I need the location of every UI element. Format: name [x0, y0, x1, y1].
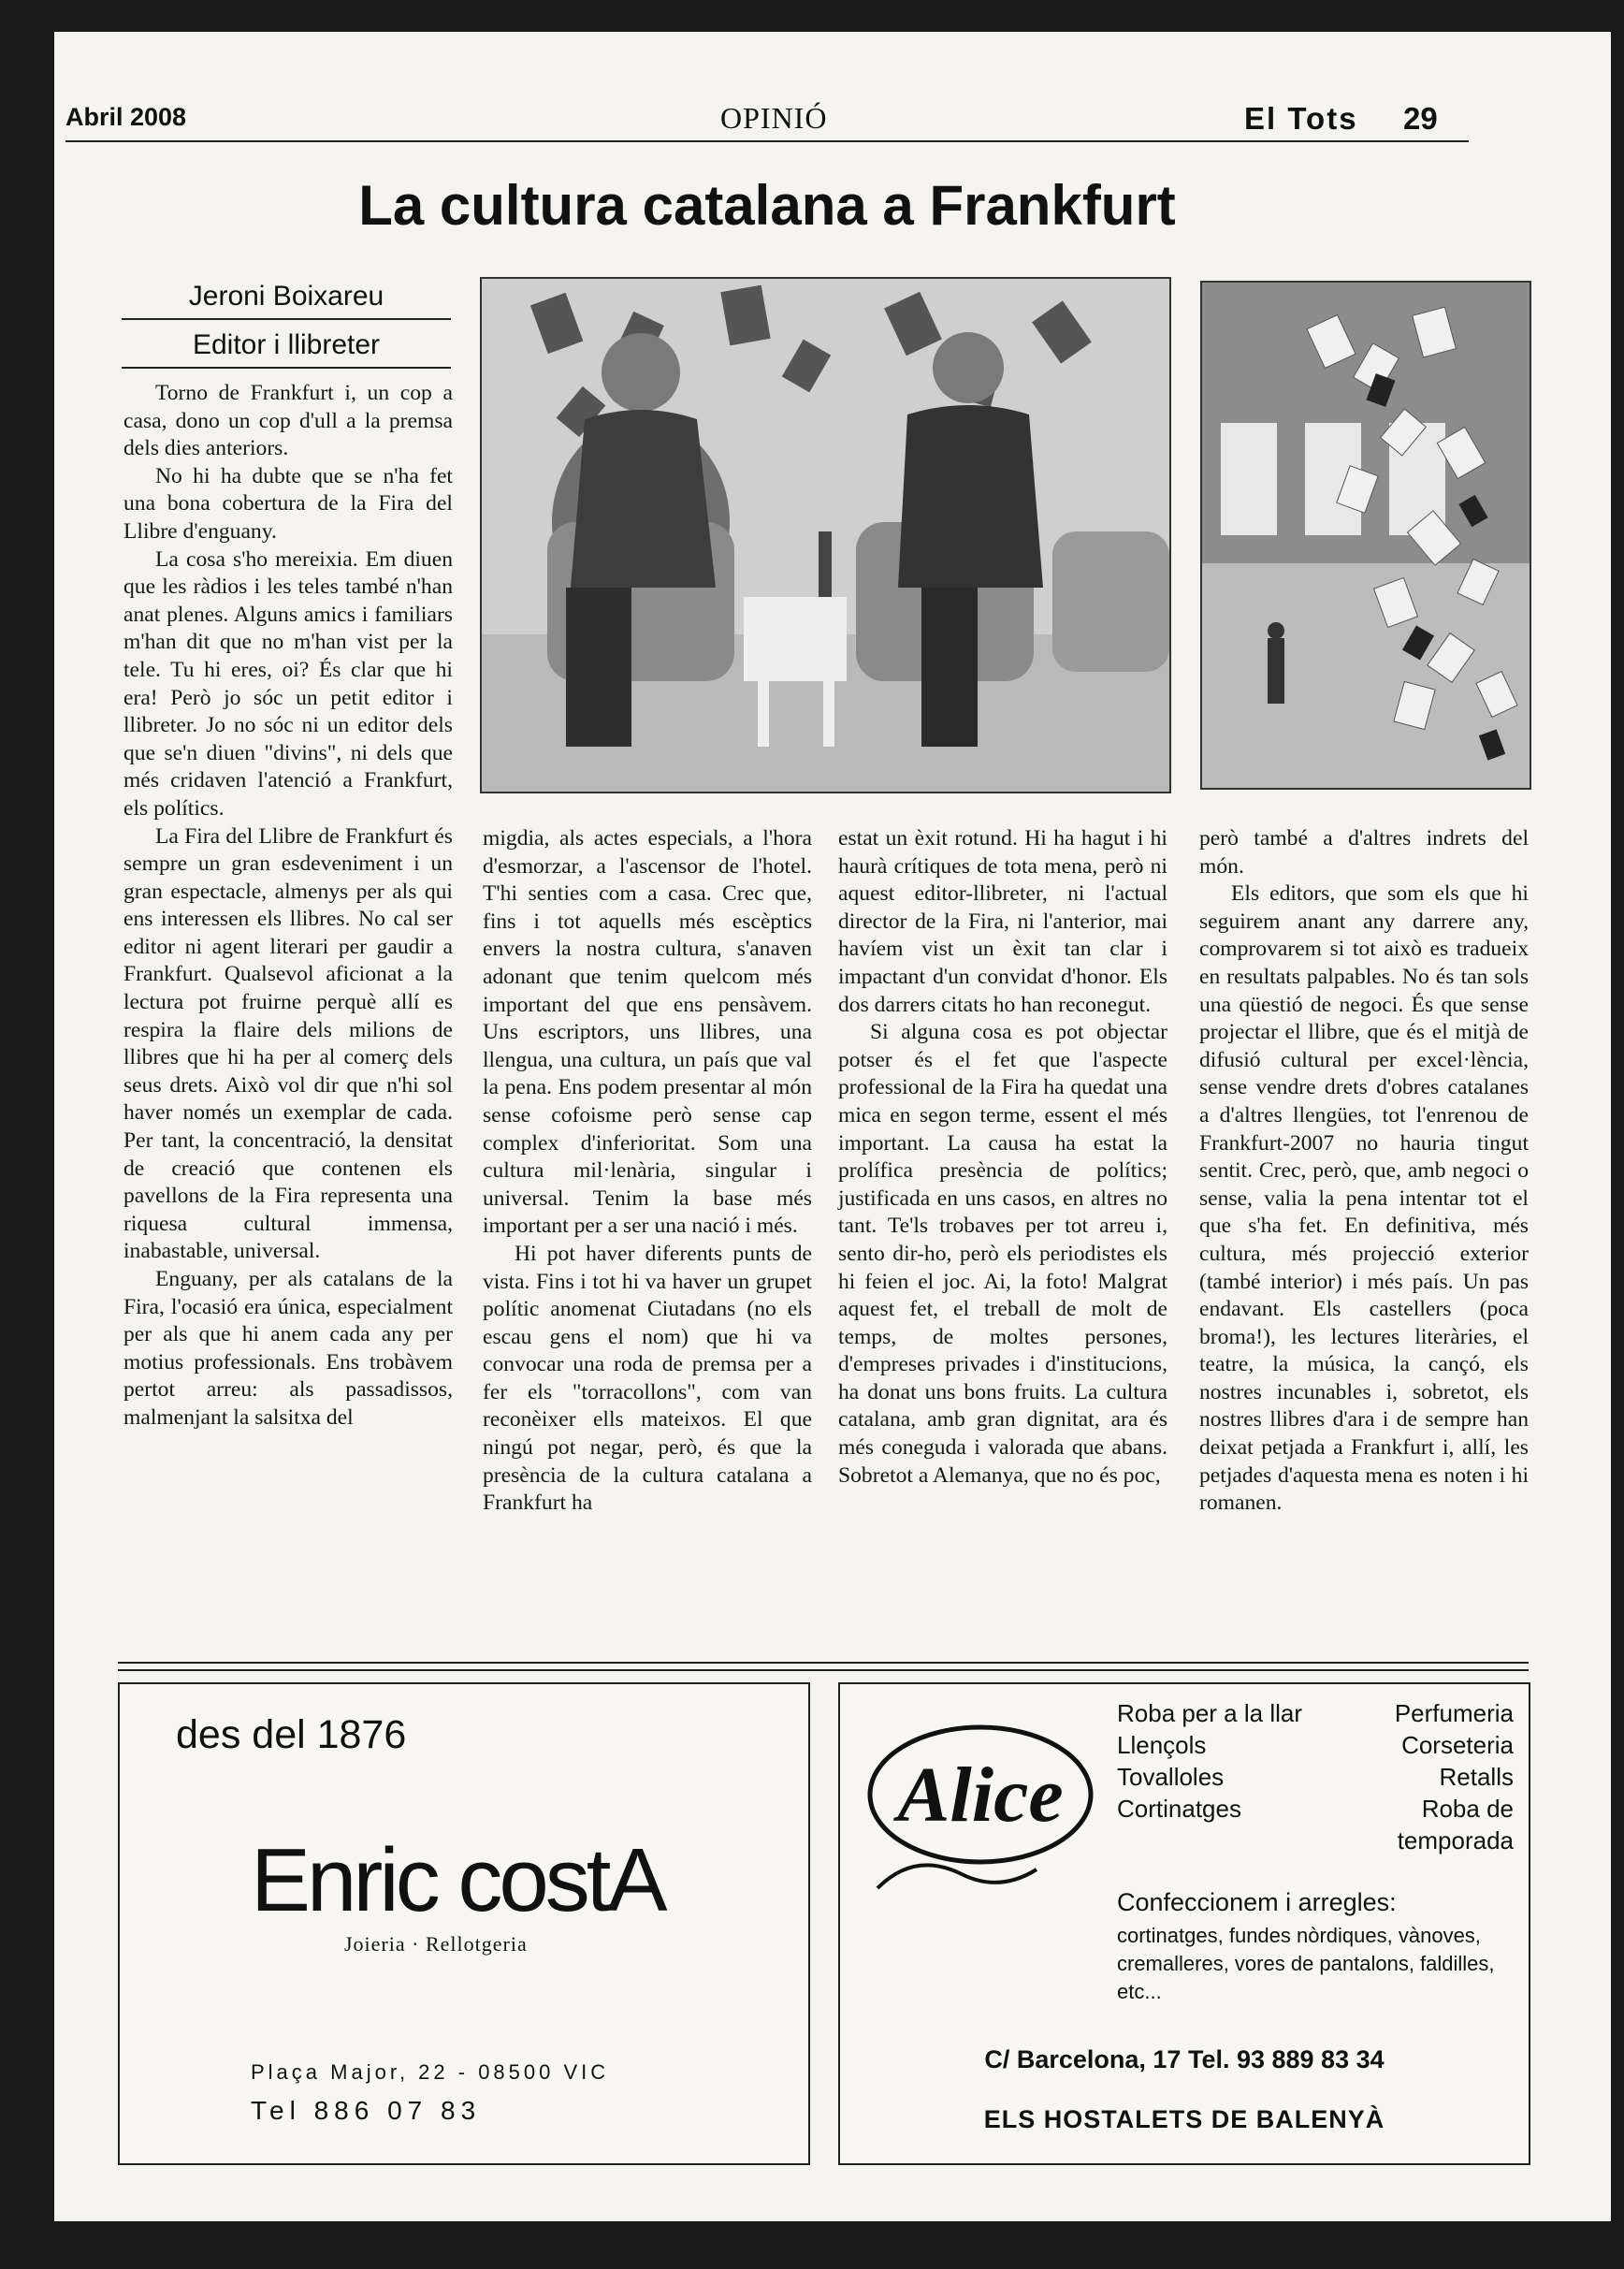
photo-hanging-books: [1200, 281, 1531, 790]
author-name: Jeroni Boixareu: [122, 281, 451, 320]
ad-address: C/ Barcelona, 17 Tel. 93 889 83 34: [984, 2045, 1385, 2073]
ad-product: Llençols: [1117, 1731, 1207, 1759]
article-column-1: [123, 380, 453, 1433]
paragraph: La Fira del Llibre de Frankfurt és sempre un gran esdeveniment i un gran espectacle, almenys per als qui ens interessen els llibres. No cal ser editor ni agent literari per gaudir a Frankfurt. Qualsevol aficionat a la lectura pot fruirne perquè allí es respira la flaire dels milions de llibres que hi ha per al comerç dels seus drets. Això vol dir que n'hi sol haver només un exemplar de cada. Per tant, la concentració, la densitat de creació que contenen els pavellons de la Fira representa una riquesa cultural immensa, inabastable, universal.: [123, 823, 453, 1264]
ad-services-title: Confeccionem i arregles:: [1117, 1888, 1397, 1916]
ad-brand-logo: Enric costA: [251, 1830, 664, 1930]
paragraph: Torno de Frankfurt i, un cop a casa, dono un cop d'ull a la premsa dels dies anteriors.: [123, 381, 453, 461]
ad-product: Cortinatges: [1117, 1795, 1241, 1823]
ads-divider: [118, 1662, 1529, 1664]
ad-subtitle: Joieria · Rellotgeria: [344, 1932, 528, 1956]
paragraph: No hi ha dubte que se n'ha fet una bona cobertura de la Fira del Llibre d'enguany.: [123, 463, 453, 544]
ad-product: Tovalloles: [1117, 1763, 1225, 1791]
paragraph: estat un èxit rotund. Hi ha hagut i hi haurà crítiques de tota mena, però ni aquest editor-llibreter, ni l'actual director de la Fira, ni l'anterior, mai havíem vist un èxit tan clar i impactant d'un convidat d'honor. Els dos darrers citats ho han reconegut.: [838, 826, 1167, 1017]
article-column-2: [483, 825, 812, 1518]
alice-logo: [859, 1710, 1111, 1907]
paragraph: La cosa s'ho mereixia. Em diuen que les ràdios i les teles també n'han anat plenes. Alguns amics i familiars m'han dit que no m'han vist per la tele. Tu hi eres, oi? És clar que hi era! Però jo sóc un petit editor i llibreter. Jo no sóc ni un editor dels que se'n diuen "divins", ni dels que més cridaven l'atenció a Frankfurt, els polítics.: [123, 546, 453, 821]
paragraph: però també a d'altres indrets del món.: [1199, 826, 1529, 879]
alice-logo-text: Alice: [897, 1752, 1064, 1839]
ad-products-left: [1117, 1697, 1302, 1825]
ad-product: Roba per a la llar: [1117, 1699, 1302, 1727]
article-column-4: [1199, 825, 1529, 1518]
author-block: [122, 281, 451, 369]
article-title: La cultura catalana a Frankfurt: [358, 174, 1176, 237]
page-number: 29: [1403, 101, 1438, 136]
photo-two-men-armchairs: [480, 277, 1171, 793]
ad-product: Perfumeria: [1394, 1699, 1514, 1727]
paragraph: Hi pot haver diferents punts de vista. Fins i tot hi va haver un grupet polític anomenat Ciutadans (no els escau gens el nom) que hi va convocar una roda de premsa per a fer els "torracollons", com van reconèixer ells mateixos. El que ningú pot negar, però, és que la presència de la cultura catalana a Frankfurt ha: [483, 1241, 812, 1516]
ad-phone: Tel 886 07 83: [251, 2096, 482, 2125]
issue-date: Abril 2008: [65, 103, 187, 131]
photo-illustration: [482, 279, 1169, 792]
ad-address: Plaça Major, 22 - 08500 VIC: [251, 2060, 610, 2084]
ad-products-right: [1395, 1697, 1514, 1856]
ad-product: Retalls: [1439, 1763, 1514, 1791]
ad-product: temporada: [1397, 1826, 1514, 1854]
photo-illustration: [1202, 283, 1530, 788]
ad-product: Roba de: [1421, 1795, 1514, 1823]
paragraph: Els editors, que som els que hi seguirem anant any darrere any, comprovarem si tot això es tradueix en resultats palpables. No és tan sols una qüestió de negoci. És que sense projectar el llibre, que és el mitjà de difusió cultural per excel·lència, sense vendre drets d'obres catalanes a d'altres llengües, tot l'enrenou de Frankfurt-2007 no hauria tingut sentit. Crec, però, que, amb negoci o sense, valia la pena intentar tot el que s'ha fet. En definitiva, més cultura, més projecció exterior (també interior) i més país. Un pas endavant. Els castellers (poca broma!), les lectures literàries, el teatre, la música, la cançó, els nostres incunables i, sobretot, els nostres llibres d'ara i de sempre han deixat petjada a Frankfurt i, allí, les petjades d'aquesta mena es noten i hi romanen.: [1199, 881, 1529, 1516]
section-name: OPINIÓ: [720, 101, 828, 135]
ad-since: des del 1876: [176, 1712, 407, 1757]
ad-enric-costa: [118, 1682, 810, 2165]
paragraph: Enguany, per als catalans de la Fira, l'ocasió era única, especialment per als que hi anem cada any per motius professionals. Ens trobàvem pertot arreu: als passadissos, malmenjant la salsitxa del: [123, 1267, 453, 1430]
ad-alice: [838, 1682, 1530, 2165]
ad-town: ELS HOSTALETS DE BALENYÀ: [983, 2105, 1385, 2133]
newspaper-name: El Tots: [1244, 101, 1358, 136]
ad-services-list: cortinatges, fundes nòrdiques, vànoves, cremalleres, vores de pantalons, faldilles, etc...: [1117, 1924, 1495, 2003]
ad-product: Corseteria: [1401, 1731, 1514, 1759]
ads-divider: [118, 1669, 1529, 1671]
paragraph: Si alguna cosa es pot objectar potser és el fet que l'aspecte professional de la Fira ha quedat una mica en segon terme, essent el més important. La causa ha estat la prolífica presència de polítics; justificada en uns casos, en altres no tant. Te'ls trobaves per tot arreu i, sento dir-ho, però els periodistes els hi feien el joc. Ai, la foto! Malgrat aquest fet, el treball de molt de temps, de moltes persones, d'empreses privades i d'institucions, ha donat uns bons fruits. La cultura catalana, amb gran dignitat, ara és més coneguda i valorada que abans. Sobretot a Alemanya, que no és poc,: [838, 1020, 1167, 1488]
page-header: [65, 75, 1469, 142]
author-role: Editor i llibreter: [122, 329, 451, 369]
article-column-3: [838, 825, 1167, 1490]
paragraph: migdia, als actes especials, a l'hora d'esmorzar, a l'ascensor de l'hotel. T'hi senties com a casa. Crec que, fins i tot aquells més escèptics envers la nostra cultura, s'anaven adonant que tenim quelcom més important del que ens pensàvem. Uns escriptors, uns llibres, una llengua, una cultura, un país que val la pena. Ens podem presentar al món sense cofoisme però sense cap complex d'inferioritat. Som una cultura mil·lenària, singular i universal. Tenim la base més important per a ser una nació i més.: [483, 826, 812, 1239]
